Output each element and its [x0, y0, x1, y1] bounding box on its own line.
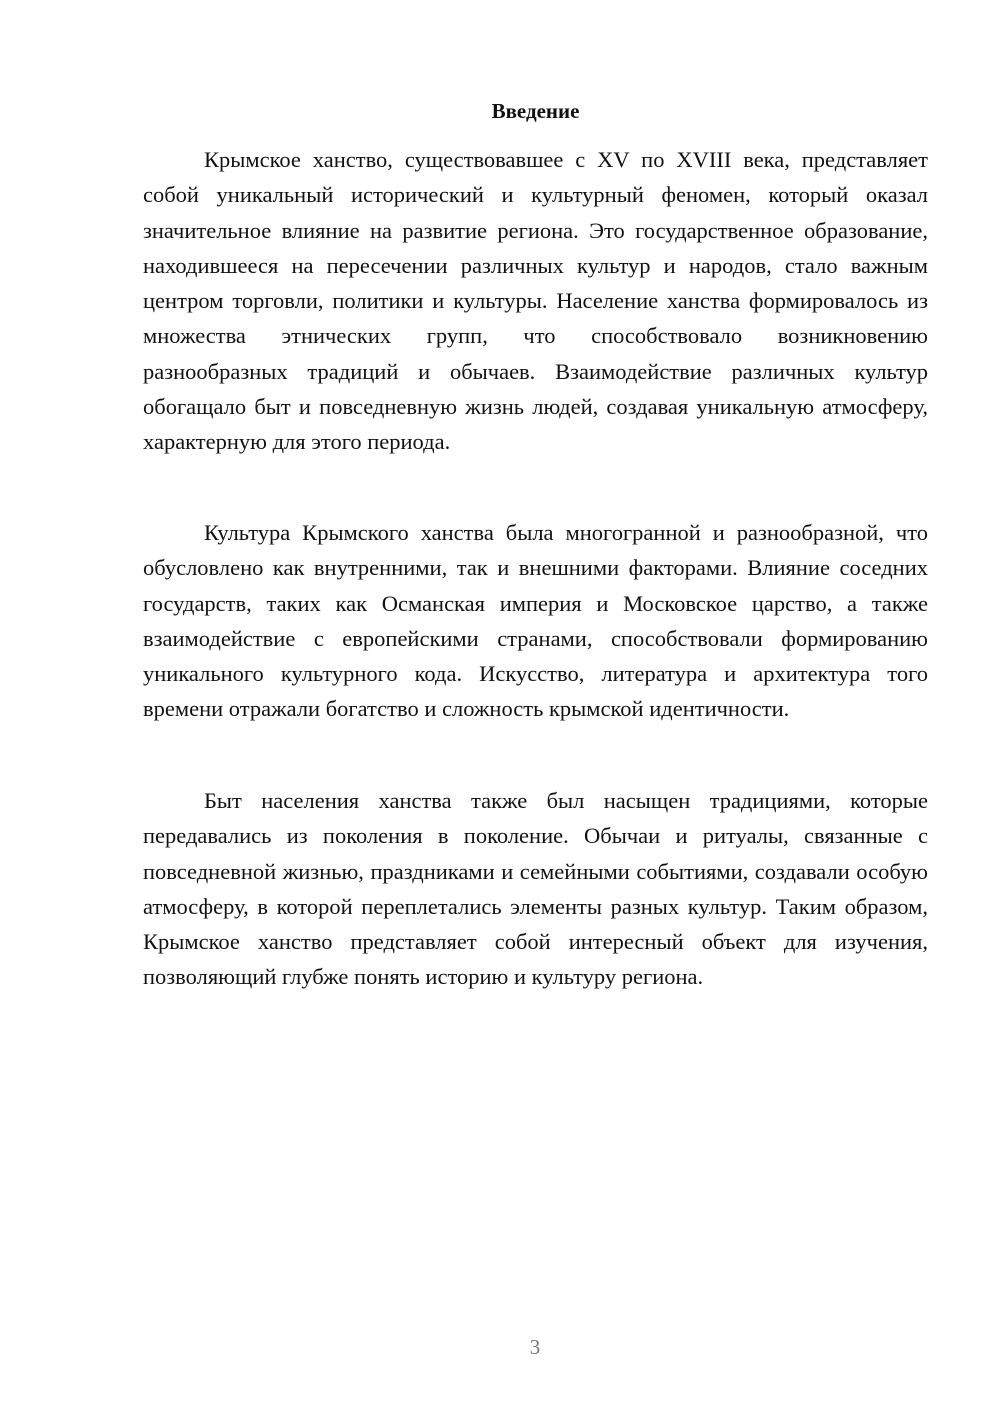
page-number: 3: [529, 1335, 541, 1359]
paragraph-1: Крымское ханство, существовавшее с XV по XVIII века, представляет собой уникальный исторический и культурный феномен, который оказал значительное влияние на развитие региона. Это государственное образование, находившееся на пересечении различных культур и народов, стало важным центром торговли, политики и культуры. Население ханства формировалось из множества этнических групп, что способствовало возникновению разнообразных традиций и обычаев. Взаимодействие различных культур обогащало быт и повседневную жизнь людей, создавая уникальную атмосферу, характерную для этого периода.: [143, 147, 928, 455]
paragraph-2: Культура Крымского ханства была многогранной и разнообразной, что обусловлено как внутренними, так и внешними факторами. Влияние соседних государств, таких как Османская империя и Московское царство, а также взаимодействие с европейскими странами, способствовали формированию уникального культурного кода. Искусство, литература и архитектура того времени отражали богатство и сложность крымской идентичности.: [143, 520, 928, 722]
paragraph-3: Быт населения ханства также был насыщен традициями, которые передавались из поколения в поколение. Обычаи и ритуалы, связанные с повседневной жизнью, праздниками и семейными событиями, создавали особую атмосферу, в которой переплетались элементы разных культур. Таким образом, Крымское ханство представляет собой интересный объект для изучения, позволяющий глубже понять историю и культуру региона.: [143, 788, 928, 990]
section-heading: Введение: [491, 99, 580, 123]
